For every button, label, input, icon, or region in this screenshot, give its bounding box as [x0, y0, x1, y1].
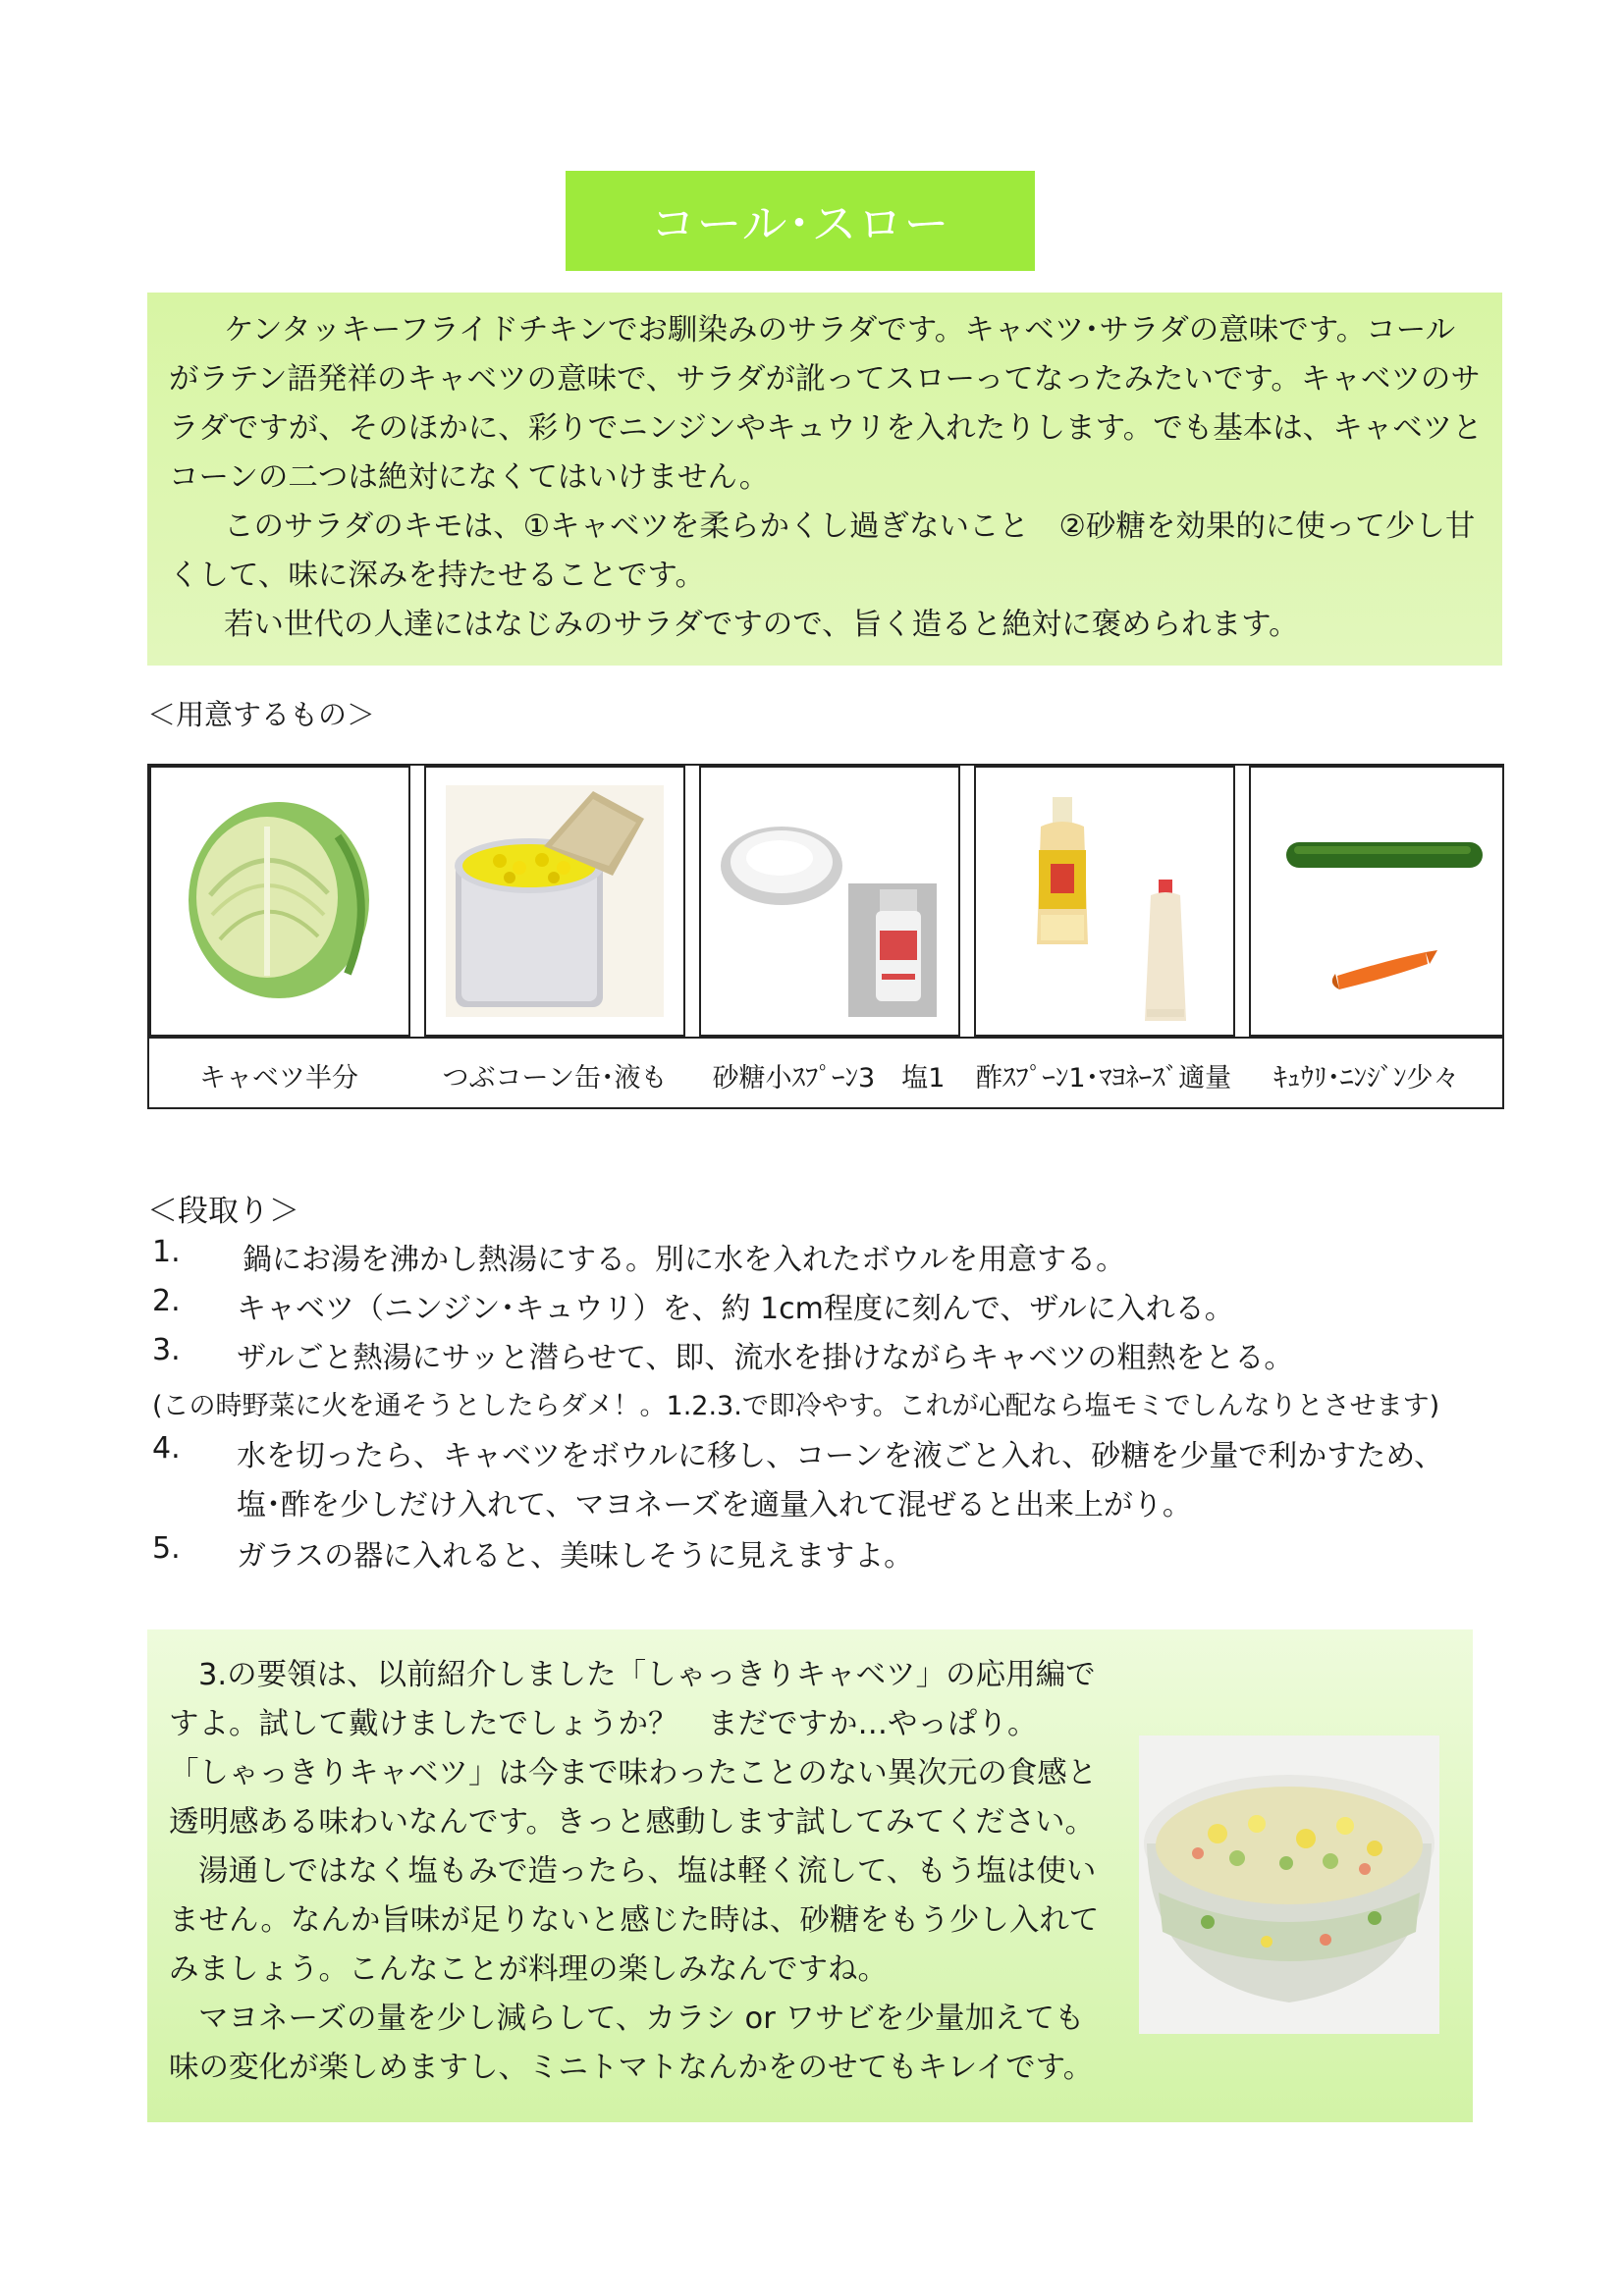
ingredients-photo-row	[149, 766, 1502, 1041]
tip-line: 湯通しではなく塩もみで造ったら、塩は軽く流して、もう塩は使い	[198, 1854, 1097, 1889]
step-text: 水を切ったら、キャベツをボウルに移し、コーンを液ごと入れ、砂糖を少量で利かすため、	[237, 1439, 1444, 1473]
tip-line: 透明感ある味わいなんです。きっと感動します試してみてください。	[169, 1805, 1096, 1840]
tip-line: みましょう。こんなことが料理の楽しみなんですね。	[169, 1952, 888, 1987]
step-text: 鍋にお湯を沸かし熱湯にする。別に水を入れたボウルを用意する。	[243, 1243, 1126, 1277]
cabbage-icon	[151, 768, 408, 1035]
ingredient-photo-cucumber-carrot	[1249, 766, 1504, 1037]
ingredient-photo-cabbage	[149, 766, 410, 1037]
ingredient-label-cabbage: キャベツ半分	[199, 1063, 358, 1094]
corn-can-icon	[426, 768, 683, 1035]
intro-box	[147, 293, 1502, 666]
step-number: 4.	[152, 1431, 181, 1466]
ingredient-label-corn: つぶコーン缶･液も	[442, 1063, 668, 1094]
sugar-salt-icon	[701, 768, 958, 1035]
tip-line: マヨネーズの量を少し減らして、カラシ or ワサビを少量加えても	[198, 2002, 1085, 2036]
tip-line: ません。なんか旨味が足りないと感じた時は、砂糖をもう少し入れて	[169, 1903, 1100, 1938]
coleslaw-bowl-photo	[1139, 1735, 1439, 2034]
tip-line: 「しゃっきりキャベツ」は今まで味わったことのない異次元の食感と	[169, 1756, 1098, 1790]
step-number: 3.	[152, 1333, 181, 1367]
vinegar-mayo-icon	[976, 768, 1233, 1035]
tip-line: 味の変化が楽しめますし、ミニトマトなんかをのせてもキレイです。	[169, 2051, 1094, 2085]
ingredient-label-cucumber-carrot: ｷｭｳﾘ･ﾆﾝｼﾞﾝ少々	[1273, 1063, 1460, 1094]
tip-line: 3.の要領は、以前紹介しました「しゃっきりキャベツ」の応用編で	[198, 1658, 1096, 1692]
ingredient-photo-vinegar-mayo	[974, 766, 1235, 1037]
intro-paragraph-1: ケンタッキーフライドチキンでお馴染みのサラダです。キャベツ･サラダの意味です。コールがラテン語発祥のキャベツの意味で、サラダが訛ってスローってなったみたいです。キャベツのサラダですが、そのほかに、彩りでニンジンやキュウリを入れたりします。でも基本は、キャベツとコーンの二つは絶対になくてはいけません。	[169, 313, 1483, 495]
steps-heading: ＜段取り＞	[147, 1194, 299, 1229]
ingredients-heading: ＜用意するもの＞	[147, 698, 376, 731]
intro-paragraph-2: このサラダのキモは、①キャベツを柔らかくし過ぎないこと ②砂糖を効果的に使って少し甘くして、味に深みを持たせることです。	[169, 509, 1476, 593]
ingredients-label-row	[149, 1037, 1502, 1109]
step-number: 1.	[152, 1235, 181, 1269]
ingredients-table	[147, 764, 1504, 1109]
step-text: 塩･酢を少しだけ入れて、マヨネーズを適量入れて混ぜると出来上がり。	[237, 1488, 1192, 1522]
step-number: 2.	[152, 1284, 181, 1318]
steps-note: (この時野菜に火を通そうとしたらダメ！。1.2.3.で即冷やす。これが心配なら塩モミでしんなりとさせます)	[152, 1391, 1440, 1421]
step-text: ガラスの器に入れると、美味しそうに見えますよ。	[237, 1539, 914, 1574]
cucumber-carrot-icon	[1251, 768, 1502, 1035]
title-banner	[566, 171, 1035, 271]
tip-line: すよ。試して戴けましたでしょうか？ まだですか…やっぱり。	[169, 1707, 1038, 1741]
ingredient-photo-sugar-salt	[699, 766, 960, 1037]
intro-paragraph-3: 若い世代の人達にはなじみのサラダですので、旨く造ると絶対に褒められます。	[224, 608, 1299, 642]
step-number: 5.	[152, 1531, 181, 1566]
ingredient-label-sugar-salt: 砂糖小ｽﾌﾟｰﾝ3 塩1	[712, 1063, 946, 1094]
ingredient-photo-corn-can	[424, 766, 685, 1037]
step-text: キャベツ（ニンジン･キュウリ）を、約 1cm程度に刻んで、ザルに入れる。	[237, 1292, 1234, 1326]
step-text: ザルごと熱湯にサッと潜らせて、即、流水を掛けながらキャベツの粗熱をとる。	[237, 1341, 1294, 1375]
ingredient-label-vinegar-mayo: 酢ｽﾌﾟｰﾝ1･ﾏﾖﾈｰｽﾞ適量	[975, 1063, 1232, 1094]
page-title: コール･スロー	[650, 197, 950, 250]
